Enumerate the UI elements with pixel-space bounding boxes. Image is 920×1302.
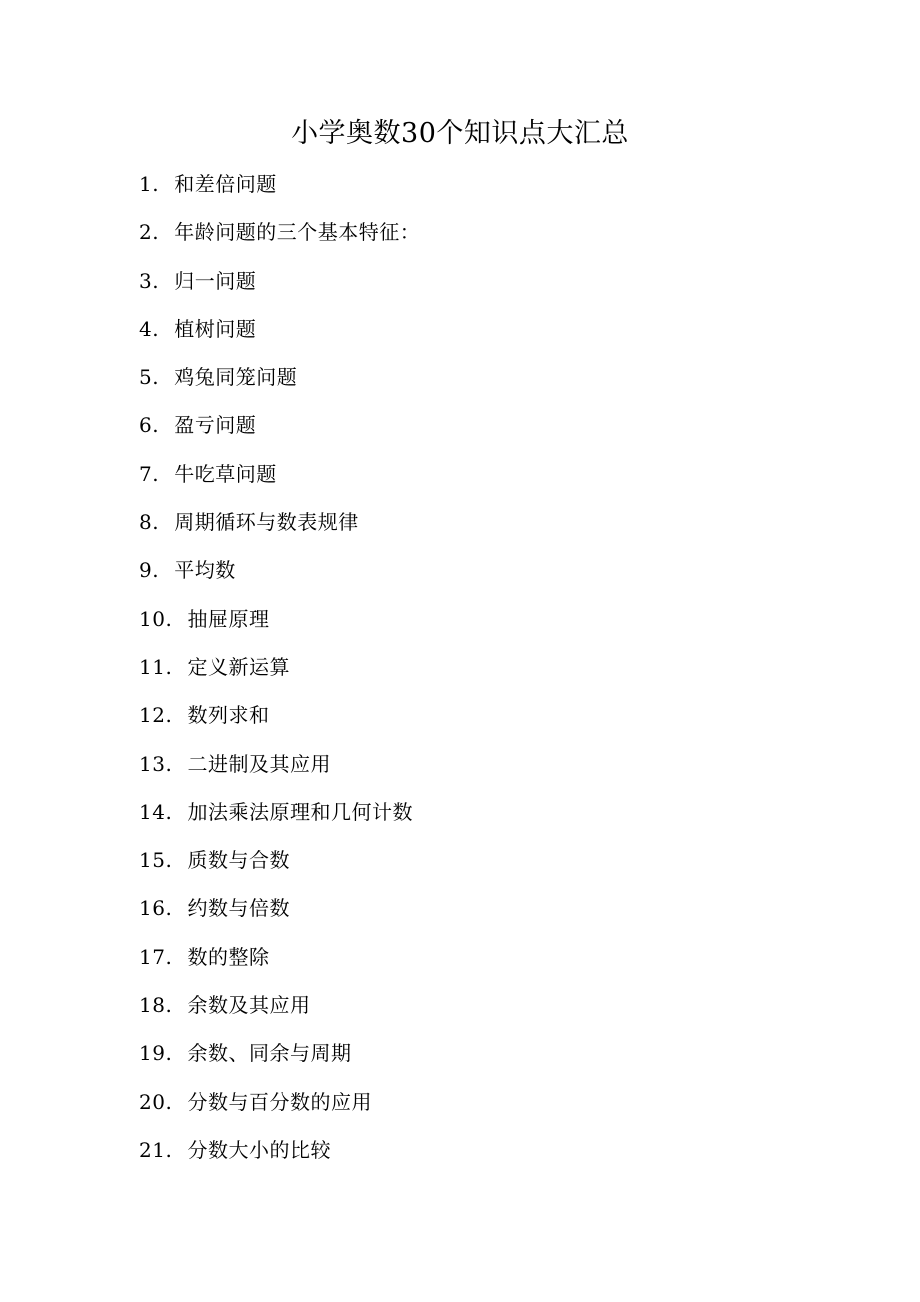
- item-separator: .: [165, 1137, 173, 1162]
- item-number: 12: [139, 703, 166, 728]
- item-text: 年龄问题的三个基本特征：: [174, 220, 421, 245]
- item-number: 14: [139, 799, 166, 824]
- item-number: 18: [139, 993, 166, 1018]
- item-text: 和差倍问题: [174, 172, 277, 196]
- item-separator: .: [165, 848, 173, 873]
- item-separator: .: [165, 751, 173, 776]
- list-item: [139, 407, 420, 455]
- item-text: 鸡兔同笼问题: [174, 365, 298, 390]
- item-text: 牛吃草问题: [174, 461, 277, 486]
- item-number: 1: [139, 172, 153, 196]
- item-text: 加法乘法原理和几何计数: [187, 799, 413, 824]
- list-item: [139, 504, 420, 552]
- item-text: 数的整除: [187, 944, 270, 969]
- list-item: [139, 359, 420, 407]
- item-text: 数列求和: [187, 703, 270, 728]
- topic-list: [139, 166, 420, 1180]
- item-number: 11: [139, 654, 166, 679]
- item-number: 2: [139, 220, 153, 245]
- item-separator: .: [165, 799, 173, 824]
- item-number: 17: [139, 944, 166, 969]
- item-number: 6: [139, 413, 153, 438]
- list-item: [139, 842, 420, 890]
- list-item: [139, 1035, 420, 1083]
- item-text: 二进制及其应用: [187, 751, 331, 776]
- item-number: 19: [139, 1041, 166, 1066]
- item-number: 13: [139, 751, 166, 776]
- item-separator: .: [152, 365, 160, 390]
- list-item: [139, 794, 420, 842]
- item-number: 7: [139, 461, 153, 486]
- item-separator: .: [152, 172, 160, 196]
- item-separator: .: [165, 1041, 173, 1066]
- item-text: 植树问题: [174, 316, 257, 341]
- list-item: [139, 987, 420, 1035]
- item-separator: .: [152, 220, 160, 245]
- item-number: 8: [139, 510, 153, 535]
- item-separator: .: [152, 413, 160, 438]
- list-item: [139, 456, 420, 504]
- item-number: 3: [139, 268, 153, 293]
- item-text: 质数与合数: [187, 848, 290, 873]
- document-title: 小学奥数30个知识点大汇总: [291, 118, 629, 149]
- item-text: 分数与百分数的应用: [187, 1089, 372, 1114]
- item-separator: .: [165, 703, 173, 728]
- list-item: [139, 552, 420, 600]
- list-item: [139, 214, 420, 262]
- item-separator: .: [165, 1089, 173, 1114]
- list-item: [139, 649, 420, 697]
- item-text: 盈亏问题: [174, 413, 257, 438]
- item-text: 分数大小的比较: [187, 1137, 331, 1162]
- item-separator: .: [152, 316, 160, 341]
- item-text: 平均数: [174, 558, 236, 583]
- list-item: [139, 1084, 420, 1132]
- item-separator: .: [152, 558, 160, 583]
- item-number: 9: [139, 558, 153, 583]
- list-item: [139, 939, 420, 987]
- item-text: 余数及其应用: [187, 993, 311, 1018]
- list-item: [139, 263, 420, 311]
- item-text: 定义新运算: [187, 654, 290, 679]
- item-text: 余数、同余与周期: [187, 1041, 352, 1066]
- item-text: 约数与倍数: [187, 896, 290, 921]
- list-item: [139, 311, 420, 359]
- item-number: 15: [139, 848, 166, 873]
- item-number: 20: [139, 1089, 166, 1114]
- item-text: 周期循环与数表规律: [174, 510, 359, 535]
- item-separator: .: [165, 896, 173, 921]
- item-number: 10: [139, 606, 166, 631]
- item-number: 16: [139, 896, 166, 921]
- list-item: [139, 697, 420, 745]
- item-separator: .: [165, 944, 173, 969]
- list-item: [139, 1132, 420, 1180]
- item-separator: .: [165, 606, 173, 631]
- list-item: [139, 746, 420, 794]
- list-item: [139, 890, 420, 938]
- list-item: [139, 166, 420, 214]
- item-text: 抽屉原理: [187, 606, 270, 631]
- item-separator: .: [152, 461, 160, 486]
- item-text: 归一问题: [174, 268, 257, 293]
- item-separator: .: [165, 654, 173, 679]
- list-item: [139, 601, 420, 649]
- item-number: 5: [139, 365, 153, 390]
- item-separator: .: [152, 268, 160, 293]
- item-separator: .: [152, 510, 160, 535]
- item-separator: .: [165, 993, 173, 1018]
- item-number: 4: [139, 316, 153, 341]
- item-number: 21: [139, 1137, 166, 1162]
